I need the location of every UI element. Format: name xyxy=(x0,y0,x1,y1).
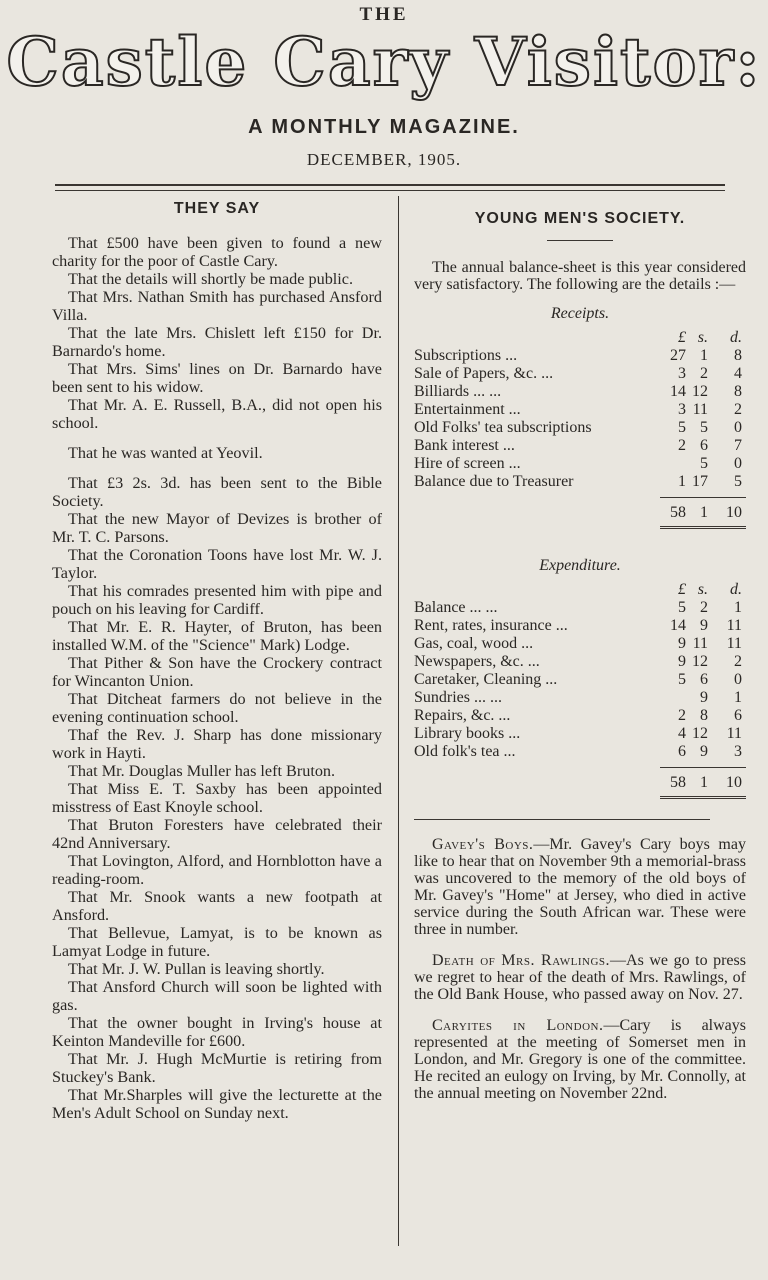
total-shillings: 1 xyxy=(700,774,708,791)
row-pence: 11 xyxy=(726,635,742,652)
they-say-item: That Mr. Douglas Muller has left Bruton. xyxy=(68,762,336,780)
row-pence: 11 xyxy=(726,617,742,634)
heading-rule xyxy=(547,240,613,241)
they-say-item: That Mr. J. Hugh McMurtie is retiring from Stuckey's Bank. xyxy=(52,1050,382,1086)
header-rule-thin xyxy=(55,190,725,191)
row-shillings: 6 xyxy=(700,671,708,688)
they-say-item: That Mr. E. R. Hayter, of Bruton, has been installed W.M. of the "Science" Mark) Lodge. xyxy=(52,618,382,654)
they-say-item: That the Coronation Toons have lost Mr. W. J. Taylor. xyxy=(52,546,382,582)
row-pounds: 2 xyxy=(678,707,686,724)
row-shillings: 9 xyxy=(700,689,708,706)
receipt-row xyxy=(414,437,746,455)
row-pounds: 9 xyxy=(678,635,686,652)
expenditure-row xyxy=(414,635,746,653)
row-label: Balance due to Treasurer xyxy=(414,473,574,490)
row-pence: 1 xyxy=(734,689,742,706)
row-label: Repairs, &c. ... xyxy=(414,707,511,724)
row-pounds: 27 xyxy=(670,347,686,364)
row-shillings: 9 xyxy=(700,617,708,634)
column-divider xyxy=(398,196,399,1246)
masthead-subtitle: A MONTHLY MAGAZINE. xyxy=(248,116,520,138)
row-pounds: 1 xyxy=(678,473,686,490)
row-pounds xyxy=(636,689,686,707)
row-pence: 8 xyxy=(734,383,742,400)
caryites-in-london-paragraph xyxy=(414,1017,746,1102)
they-say-item: That Mr.Sharples will give the lecturette at the Men's Adult School on Sunday next. xyxy=(52,1086,382,1122)
row-label: Newspapers, &c. ... xyxy=(414,653,540,670)
paragraph-lead: Gavey's Boys. xyxy=(432,836,534,853)
they-say-item: Thaf the Rev. J. Sharp has done missionary work in Hayti. xyxy=(52,726,382,762)
expenditure-row xyxy=(414,725,746,743)
row-shillings: 1 xyxy=(700,347,708,364)
paragraph-body: —Mr. Gavey's Cary boys may like to hear that on November 9th a memorial-brass was uncovered to the memory of the old boys of Mr. Gavey's "Home" at Jersey, who died in active service during the South African war. These were three in number. xyxy=(414,836,746,938)
receipts-column-heads xyxy=(414,329,746,347)
they-say-item: That Bellevue, Lamyat, is to be known as Lamyat Lodge in future. xyxy=(52,924,382,960)
row-pence: 1 xyxy=(734,599,742,616)
they-say-item: That his comrades presented him with pipe and pouch on his leaving for Cardiff. xyxy=(52,582,382,618)
receipts-total xyxy=(660,498,746,522)
pence-head: d. xyxy=(730,329,742,346)
total-pounds: 58 xyxy=(670,774,686,791)
masthead-the: THE xyxy=(359,4,409,25)
row-shillings: 12 xyxy=(692,725,708,742)
paragraph-body: —Cary is always represented at the meeting of Somerset men in London, and Mr. Gregory is one of the committee. He recited an eulogy on Irving, by Mr. Connolly, at the annual meeting on November 22nd. xyxy=(414,1017,746,1102)
row-label: Entertainment ... xyxy=(414,401,521,418)
pounds-head: £ xyxy=(678,329,686,346)
they-say-item: That Ditcheat farmers do not believe in the evening continuation school. xyxy=(52,690,382,726)
they-say-item: That the owner bought in Irving's house at Keinton Mandeville for £600. xyxy=(52,1014,382,1050)
they-say-item: That £500 have been given to found a new charity for the poor of Castle Cary. xyxy=(52,234,382,270)
expenditure-row xyxy=(414,707,746,725)
shillings-head: s. xyxy=(697,581,708,598)
expenditure-total xyxy=(660,768,746,792)
they-say-item: That Bruton Foresters have celebrated their 42nd Anniversary. xyxy=(52,816,382,852)
receipt-row xyxy=(414,455,746,473)
they-say-item: That Miss E. T. Saxby has been appointed misstress of East Knoyle school. xyxy=(52,780,382,816)
receipt-row xyxy=(414,365,746,383)
row-shillings: 12 xyxy=(692,653,708,670)
paragraph-lead: Death of Mrs. Rawlings. xyxy=(432,952,611,969)
receipt-row xyxy=(414,383,746,401)
they-say-item: That £3 2s. 3d. has been sent to the Bible Society. xyxy=(52,474,382,510)
row-label: Bank interest ... xyxy=(414,437,515,454)
they-say-item: That Mr. A. E. Russell, B.A., did not open his school. xyxy=(52,396,382,432)
they-say-item: That the details will shortly be made public. xyxy=(68,270,354,288)
receipts-double-rule xyxy=(660,526,746,531)
header-rule xyxy=(55,184,725,186)
row-label: Rent, rates, insurance ... xyxy=(414,617,568,634)
row-pence: 4 xyxy=(734,365,742,382)
receipt-row xyxy=(414,473,746,491)
row-pounds: 5 xyxy=(678,671,686,688)
they-say-heading: THEY SAY xyxy=(173,200,261,217)
row-label: Sundries ... ... xyxy=(414,689,502,706)
row-pounds: 5 xyxy=(678,599,686,616)
row-pence: 11 xyxy=(726,725,742,742)
row-label: Old Folks' tea subscriptions xyxy=(414,419,592,436)
they-say-item: That Mrs. Nathan Smith has purchased Ansford Villa. xyxy=(52,288,382,324)
section-rule xyxy=(414,819,710,820)
expenditure-row xyxy=(414,653,746,671)
society-intro: The annual balance-sheet is this year considered very satisfactory. The following are the details :— xyxy=(414,259,746,293)
they-say-item: That Lovington, Alford, and Hornblotton have a reading-room. xyxy=(52,852,382,888)
row-pounds: 9 xyxy=(678,653,686,670)
they-say-item: That the new Mayor of Devizes is brother of Mr. T. C. Parsons. xyxy=(52,510,382,546)
row-shillings: 2 xyxy=(700,599,708,616)
total-pence: 10 xyxy=(726,504,742,521)
expenditure-column-heads xyxy=(414,581,746,599)
row-pence: 0 xyxy=(734,419,742,436)
row-pounds: 14 xyxy=(670,617,686,634)
receipts-total-rule xyxy=(660,497,746,522)
expenditure-heading: Expenditure. xyxy=(539,557,621,574)
shillings-head: s. xyxy=(697,329,708,346)
row-pounds: 6 xyxy=(678,743,686,760)
row-pounds: 4 xyxy=(678,725,686,742)
row-pence: 6 xyxy=(734,707,742,724)
they-say-item: That the late Mrs. Chislett left £150 for Dr. Barnardo's home. xyxy=(52,324,382,360)
expenditure-table xyxy=(414,581,746,801)
row-pounds: 2 xyxy=(678,437,686,454)
row-label: Old folk's tea ... xyxy=(414,743,516,760)
row-pence: 0 xyxy=(734,455,742,472)
row-pence: 2 xyxy=(734,653,742,670)
row-label: Billiards ... ... xyxy=(414,383,502,400)
row-pounds: 5 xyxy=(678,419,686,436)
pounds-head: £ xyxy=(678,581,686,598)
they-say-column xyxy=(52,200,382,1122)
expenditure-total-rule xyxy=(660,767,746,792)
young-mens-society-column xyxy=(414,210,746,1102)
row-shillings: 5 xyxy=(700,419,708,436)
issue-date: DECEMBER, 1905. xyxy=(306,150,462,169)
masthead-title: Castle Cary Visitor: xyxy=(6,23,762,101)
row-shillings: 8 xyxy=(700,707,708,724)
row-shillings: 11 xyxy=(692,635,708,652)
expenditure-row xyxy=(414,689,746,707)
expenditure-row xyxy=(414,671,746,689)
row-pounds xyxy=(636,455,686,473)
expenditure-row xyxy=(414,617,746,635)
row-pence: 5 xyxy=(734,473,742,490)
pence-head: d. xyxy=(730,581,742,598)
receipts-table xyxy=(414,329,746,531)
row-pence: 0 xyxy=(734,671,742,688)
row-pounds: 3 xyxy=(678,401,686,418)
row-pence: 7 xyxy=(734,437,742,454)
they-say-item: That Ansford Church will soon be lighted with gas. xyxy=(52,978,382,1014)
row-label: Gas, coal, wood ... xyxy=(414,635,534,652)
row-shillings: 17 xyxy=(692,473,708,490)
row-label: Library books ... xyxy=(414,725,521,742)
row-label: Hire of screen ... xyxy=(414,455,521,472)
row-pounds: 14 xyxy=(670,383,686,400)
they-say-item: That Pither & Son have the Crockery contract for Wincanton Union. xyxy=(52,654,382,690)
row-shillings: 2 xyxy=(700,365,708,382)
expenditure-row xyxy=(414,743,746,761)
row-shillings: 9 xyxy=(700,743,708,760)
death-notice-paragraph xyxy=(414,952,746,1003)
they-say-item: That Mrs. Sims' lines on Dr. Barnardo have been sent to his widow. xyxy=(52,360,382,396)
total-pounds: 58 xyxy=(670,504,686,521)
row-pounds: 3 xyxy=(678,365,686,382)
they-say-item: That Mr. Snook wants a new footpath at Ansford. xyxy=(52,888,382,924)
row-shillings: 12 xyxy=(692,383,708,400)
row-label: Caretaker, Cleaning ... xyxy=(414,671,558,688)
expenditure-row xyxy=(414,599,746,617)
total-shillings: 1 xyxy=(700,504,708,521)
row-shillings: 6 xyxy=(700,437,708,454)
row-shillings: 11 xyxy=(692,401,708,418)
row-pence: 3 xyxy=(734,743,742,760)
gaveys-boys-paragraph xyxy=(414,836,746,938)
row-pence: 2 xyxy=(734,401,742,418)
receipt-row xyxy=(414,401,746,419)
they-say-item: That he was wanted at Yeovil. xyxy=(68,444,263,462)
row-label: Balance ... ... xyxy=(414,599,498,616)
row-label: Sale of Papers, &c. ... xyxy=(414,365,554,382)
they-say-item: That Mr. J. W. Pullan is leaving shortly. xyxy=(68,960,325,978)
receipt-row xyxy=(414,419,746,437)
row-shillings: 5 xyxy=(700,455,708,472)
receipt-row xyxy=(414,347,746,365)
row-pence: 8 xyxy=(734,347,742,364)
expenditure-double-rule xyxy=(660,796,746,801)
society-heading: YOUNG MEN'S SOCIETY. xyxy=(474,210,686,227)
receipts-heading: Receipts. xyxy=(550,305,610,322)
total-pence: 10 xyxy=(726,774,742,791)
paragraph-body: —As we go to press we regret to hear of the death of Mrs. Rawlings, of the Old Bank House, who passed away on Nov. 27. xyxy=(414,952,746,1003)
paragraph-lead: Caryites in London. xyxy=(432,1017,604,1034)
row-label: Subscriptions ... xyxy=(414,347,518,364)
